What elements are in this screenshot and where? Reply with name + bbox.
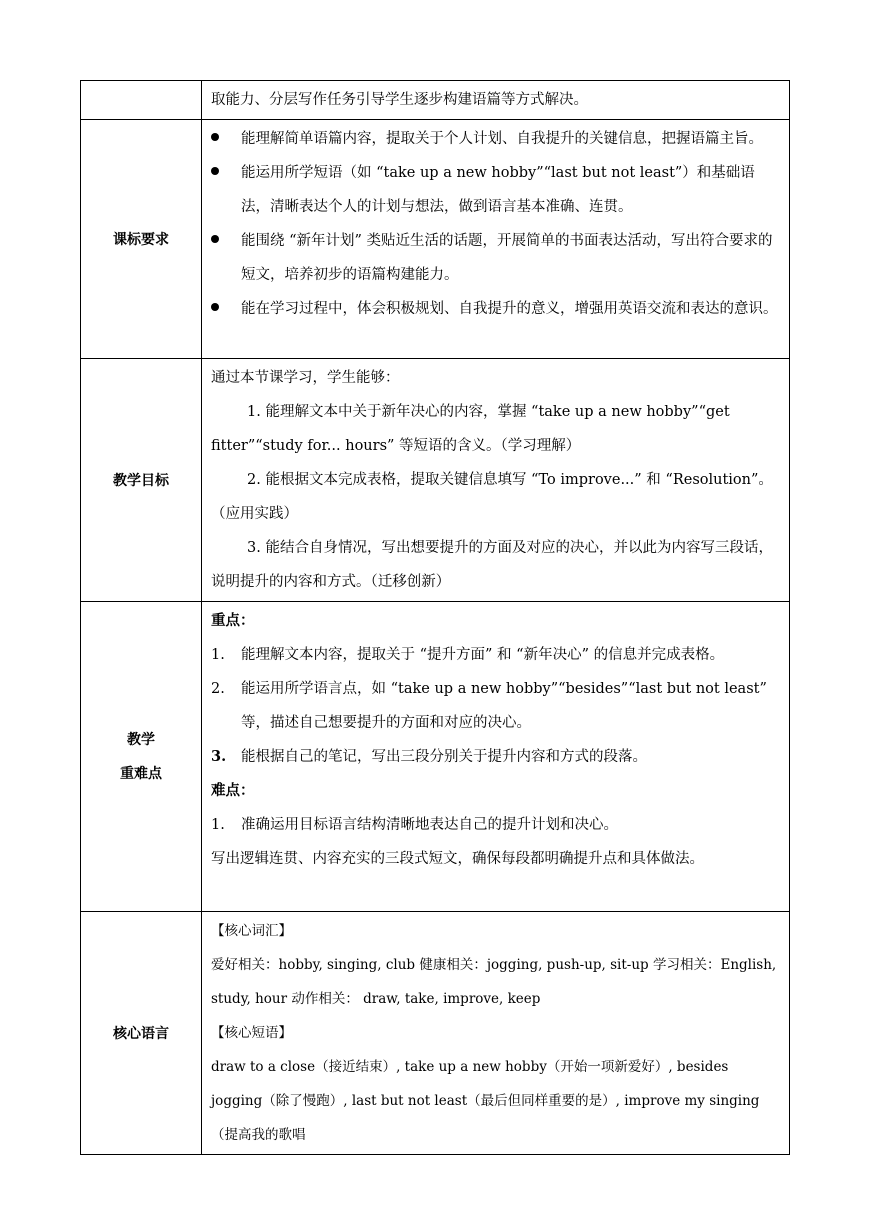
lesson-plan-table: [80, 80, 790, 1155]
difficult-points-title: 难点：: [211, 782, 255, 799]
row-continuation: [81, 81, 790, 120]
teaching-objectives-content: [202, 359, 790, 602]
objective-item: 2. 能根据文本完成表格，提取关键信息填写 “To improve...” 和 “Resolution”。（应用实践）: [211, 472, 773, 522]
row-curriculum-requirements: [81, 120, 790, 359]
row-teaching-objectives: [81, 359, 790, 602]
difficult-point-extra: 写出逻辑连贯、内容充实的三段式短文，确保每段都明确提升点和具体做法。: [211, 851, 704, 867]
row-key-difficult-points: [81, 602, 790, 912]
row-core-language: [81, 912, 790, 1155]
core-language-content: [202, 912, 790, 1155]
difficult-point-item: 1. 准确运用目标语言结构清晰地表达自己的提升计划和决心。: [211, 817, 618, 833]
core-phrase-text: draw to a close（接近结束）, take up a new hobby（开始一项新爱好）, besides jogging（除了慢跑）, last but not least（最后但同样重要的是）, improve my singing（提高我的歌唱: [211, 1059, 760, 1143]
bullet-icon: [211, 133, 219, 141]
objective-item: 3. 能结合自身情况，写出想要提升的方面及对应的决心，并以此为内容写三段话，说明提升的内容和方式。（迁移创新）: [211, 540, 773, 590]
key-point-item: 3. 能根据自己的笔记，写出三段分别关于提升内容和方式的段落。: [211, 748, 647, 765]
teaching-objectives-label: 教学目标: [81, 359, 202, 602]
bullet-icon: [211, 235, 219, 243]
curriculum-requirements-content: [202, 120, 790, 359]
objectives-intro: 通过本节课学习，学生能够：: [211, 370, 400, 386]
key-point-item: 2. 能运用所学语言点，如 “take up a new hobby”“besides”“last but not least” 等，描述自己想要提升的方面和对应的决心。: [211, 681, 767, 731]
row-continuation-label: [81, 81, 202, 120]
continuation-text: 取能力、分层写作任务引导学生逐步构建语篇等方式解决。: [211, 92, 588, 108]
requirement-item: 能在学习过程中，体会积极规划、自我提升的意义，增强用英语交流和表达的意识。: [211, 292, 783, 326]
key-points-title: 重点：: [211, 612, 255, 629]
core-vocab-title: 【核心词汇】: [211, 923, 292, 939]
core-language-label: 核心语言: [81, 912, 202, 1155]
requirement-item: 能围绕 “新年计划” 类贴近生活的话题，开展简单的书面表达活动，写出符合要求的短文，培养初步的语篇构建能力。: [211, 224, 783, 292]
bullet-icon: [211, 167, 219, 175]
bullet-icon: [211, 303, 219, 311]
core-vocab-text: 爱好相关：hobby, singing, club 健康相关：jogging, push-up, sit-up 学习相关：English, study, hour 动作相关： draw, take, improve, keep: [211, 957, 777, 1007]
curriculum-requirements-label: 课标要求: [81, 120, 202, 359]
requirement-item: 能运用所学短语（如 “take up a new hobby”“last but not least”）和基础语法，清晰表达个人的计划与想法，做到语言基本准确、连贯。: [211, 156, 783, 224]
requirement-item: 能理解简单语篇内容，提取关于个人计划、自我提升的关键信息，把握语篇主旨。: [211, 122, 783, 156]
key-difficult-points-label: 教学 重难点: [81, 602, 202, 912]
key-difficult-points-content: [202, 602, 790, 912]
key-point-item: 1. 能理解文本内容，提取关于 “提升方面” 和 “新年决心” 的信息并完成表格。: [211, 647, 725, 663]
row-continuation-content: [202, 81, 790, 120]
core-phrase-title: 【核心短语】: [211, 1025, 292, 1041]
objective-item: 1. 能理解文本中关于新年决心的内容，掌握 “take up a new hobby”“get fitter”“study for... hours” 等短语的含义。（学习理解）: [211, 404, 730, 454]
